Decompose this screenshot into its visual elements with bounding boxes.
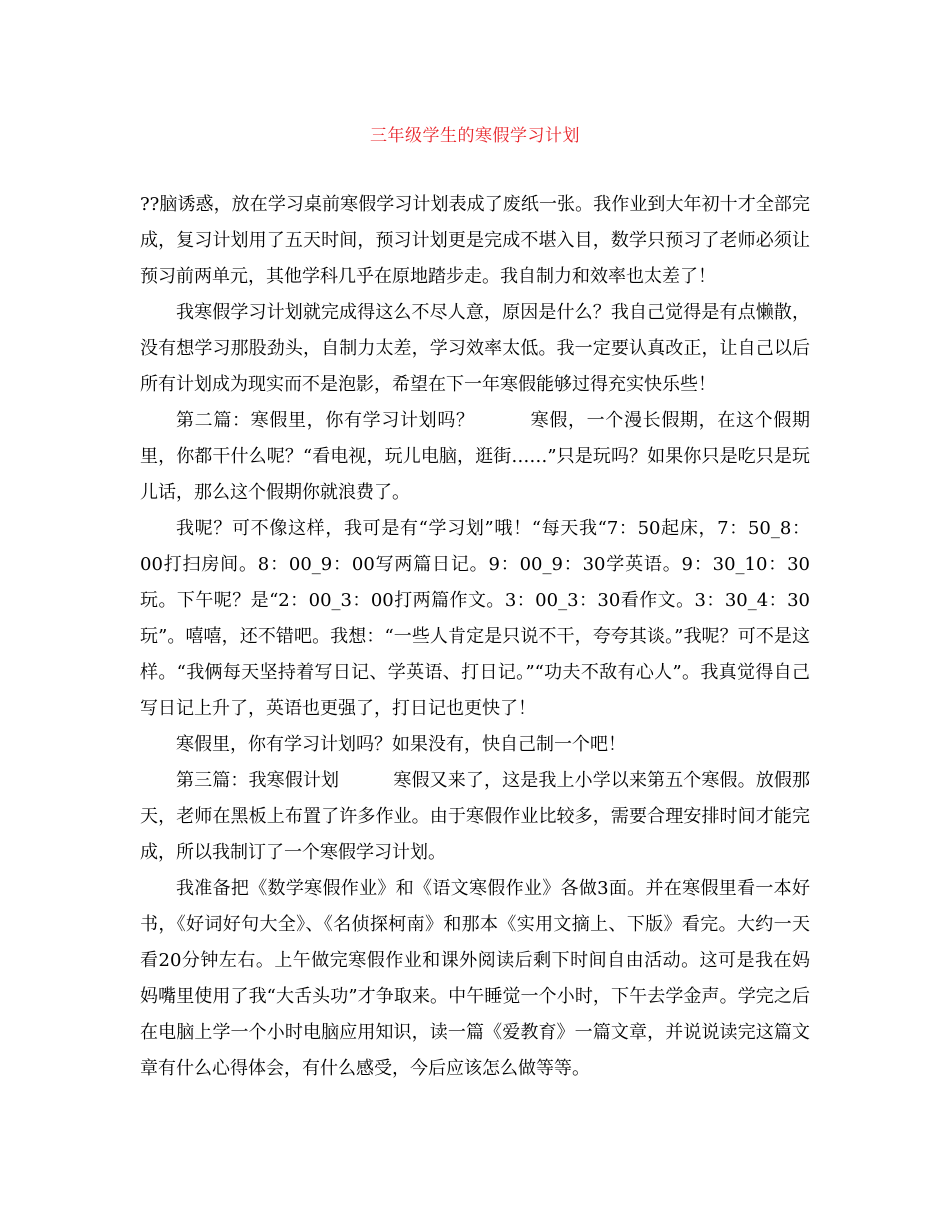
paragraph: ??脑诱惑，放在学习桌前寒假学习计划表成了废纸一张。我作业到大年初十才全部完成，复习计划用了五天时间，预习计划更是完成不堪入目，数学只预习了老师必须让预习前两单元，其他学科几乎在原地踏步走。我自制力和效率也太差了！	[140, 194, 810, 287]
paragraph: 第二篇：寒假里，你有学习计划吗？ 寒假，一个漫长假期，在这个假期里，你都干什么呢？“看电视，玩儿电脑，逛街……”只是玩吗？如果你只是吃只是玩儿话，那么这个假期你就浪费了。	[140, 410, 810, 503]
document-title: 三年级学生的寒假学习计划	[370, 126, 580, 146]
paragraph: 我寒假学习计划就完成得这么不尽人意，原因是什么？我自己觉得是有点懒散，没有想学习那股劲头，自制力太差，学习效率太低。我一定要认真改正，让自己以后所有计划成为现实而不是泡影，希望在下一年寒假能够过得充实快乐些！	[140, 302, 810, 395]
paragraph: 我准备把《数学寒假作业》和《语文寒假作业》各做3面。并在寒假里看一本好书，《好词好句大全》、《名侦探柯南》和那本《实用文摘上、下版》看完。大约一天看20分钟左右。上午做完寒假作业和课外阅读后剩下时间自由活动。这可是我在妈妈嘴里使用了我“大舌头功”才争取来。中午睡觉一个小时，下午去学金声。学完之后在电脑上学一个小时电脑应用知识，读一篇《爱教育》一篇文章，并说说读完这篇文章有什么心得体会，有什么感受，今后应该怎么做等等。	[140, 878, 810, 1079]
document-body	[140, 187, 810, 1087]
paragraph: 第三篇：我寒假计划 寒假又来了，这是我上小学以来第五个寒假。放假那天，老师在黑板上布置了许多作业。由于寒假作业比较多，需要合理安排时间才能完成，所以我制订了一个寒假学习计划。	[140, 770, 810, 863]
paragraph: 寒假里，你有学习计划吗？如果没有，快自己制一个吧！	[176, 734, 626, 755]
paragraph: 我呢？可不像这样，我可是有“学习划”哦！“每天我“7：50起床，7：50_8：00打扫房间。8：00_9：00写两篇日记。9：00_9：30学英语。9：30_10：30玩。下午呢？是“2：00_3：00打两篇作文。3：00_3：30看作文。3：30_4：30玩”。嘻嘻，还不错吧。我想：“一些人肯定是只说不干，夸夸其谈。”我呢？可不是这样。“我俩每天坚持着写日记、学英语、打日记。”“功夫不敌有心人”。我真觉得自己写日记上升了，英语也更强了，打日记也更快了！	[140, 518, 810, 719]
